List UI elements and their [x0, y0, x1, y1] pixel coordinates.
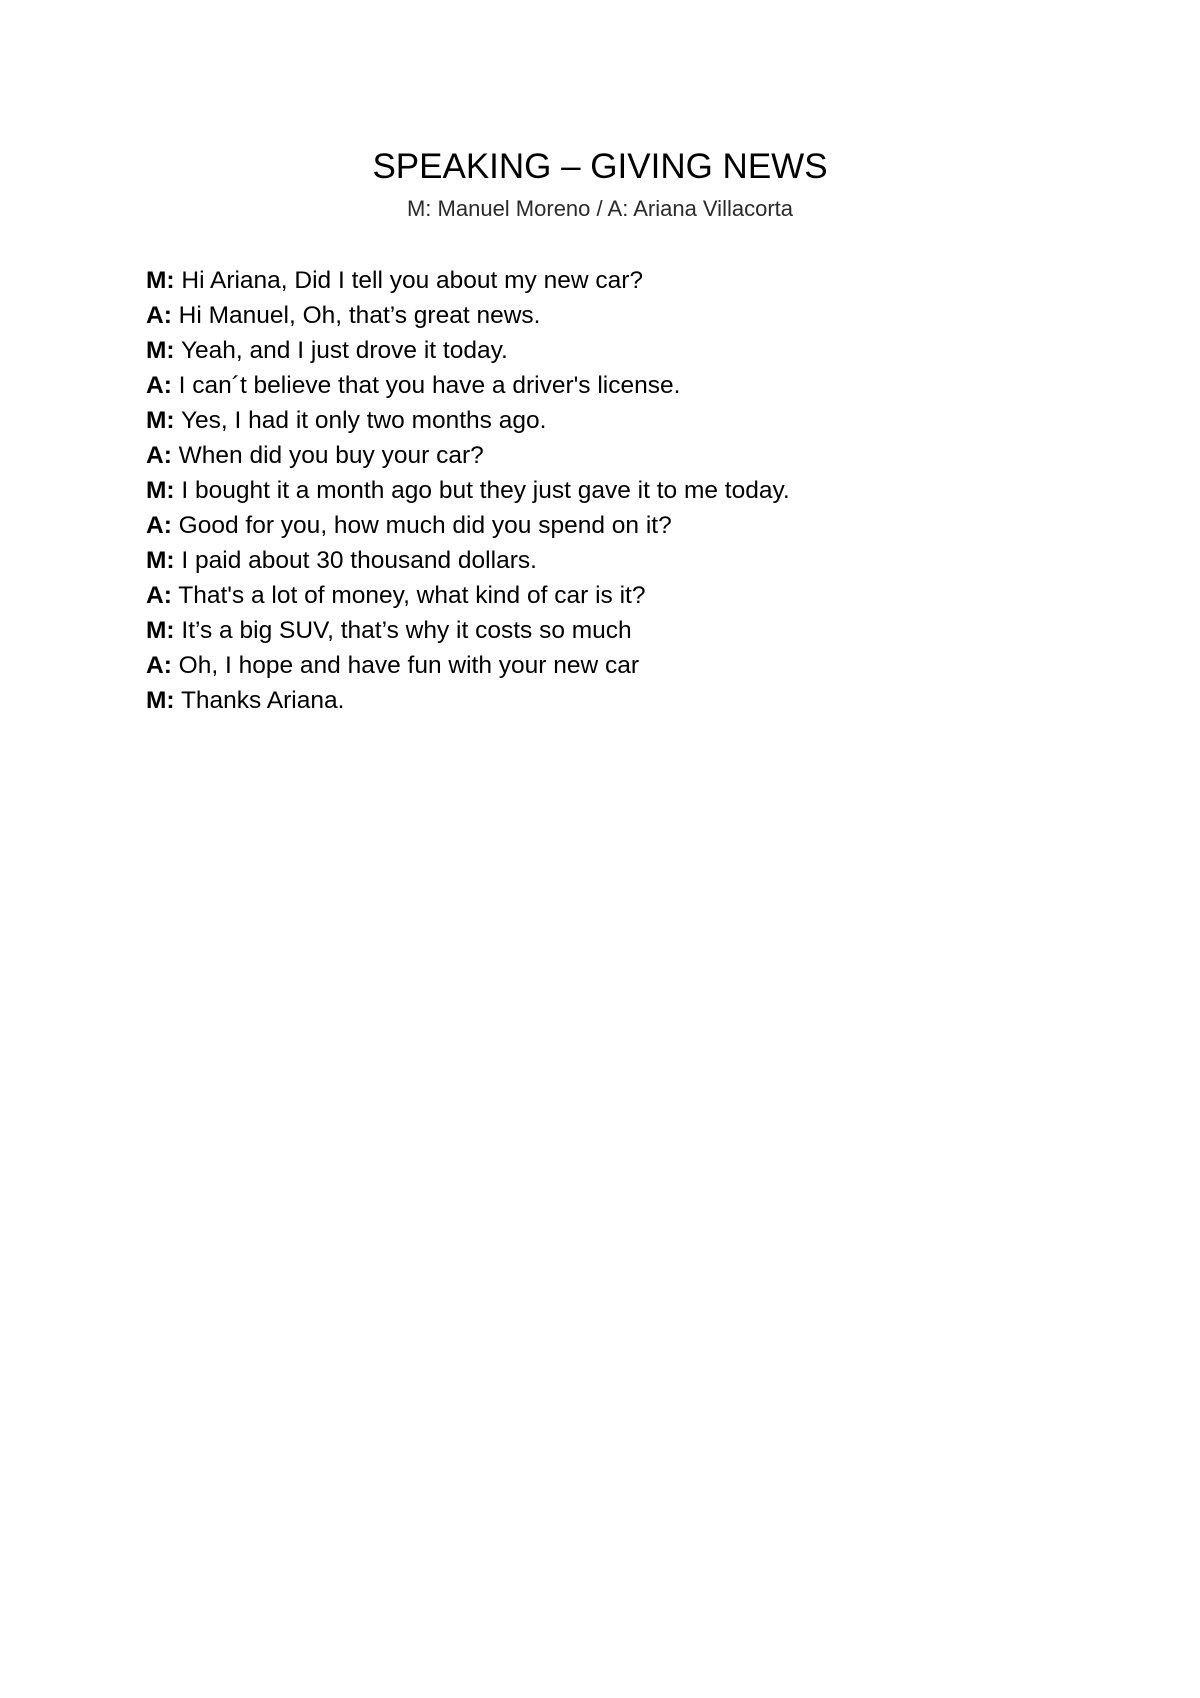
- line-text: Oh, I hope and have fun with your new car: [178, 652, 640, 679]
- dialogue-line: [146, 648, 1146, 683]
- document-subtitle: M: Manuel Moreno / A: Ariana Villacorta: [406, 196, 793, 221]
- line-text: Hi Ariana, Did I tell you about my new car?: [181, 267, 644, 294]
- dialogue-line: [146, 543, 1146, 578]
- speaker-label: A:: [146, 582, 172, 609]
- speaker-label: M:: [146, 617, 175, 644]
- dialogue-list: [146, 263, 1146, 718]
- speaker-label: M:: [146, 547, 175, 574]
- dialogue-line: [146, 578, 1146, 613]
- speaker-label: A:: [146, 372, 172, 399]
- speaker-label: M:: [146, 687, 175, 714]
- line-text: Yeah, and I just drove it today.: [180, 337, 508, 364]
- document-title: SPEAKING – GIVING NEWS: [372, 147, 828, 186]
- dialogue-line: [146, 368, 1146, 403]
- line-text: When did you buy your car?: [178, 442, 484, 469]
- speaker-label: M:: [146, 267, 175, 294]
- dialogue-line: [146, 683, 1146, 718]
- speaker-label: M:: [146, 407, 175, 434]
- dialogue-line: [146, 403, 1146, 438]
- line-text: I bought it a month ago but they just gave it to me today.: [181, 477, 790, 504]
- dialogue-line: [146, 508, 1146, 543]
- dialogue-line: [146, 298, 1146, 333]
- dialogue-line: [146, 333, 1146, 368]
- line-text: It’s a big SUV, that’s why it costs so much: [181, 617, 632, 644]
- speaker-label: M:: [146, 477, 175, 504]
- speaker-label: A:: [146, 512, 172, 539]
- line-text: Hi Manuel, Oh, that’s great news.: [178, 302, 541, 329]
- dialogue-line: [146, 473, 1146, 508]
- line-text: Yes, I had it only two months ago.: [180, 407, 547, 434]
- line-text: Good for you, how much did you spend on it?: [178, 512, 672, 539]
- dialogue-line: [146, 263, 1146, 298]
- speaker-label: M:: [146, 337, 175, 364]
- dialogue-line: [146, 438, 1146, 473]
- speaker-label: A:: [146, 652, 172, 679]
- dialogue-line: [146, 613, 1146, 648]
- line-text: I can´t believe that you have a driver's license.: [178, 372, 681, 399]
- line-text: That's a lot of money, what kind of car is it?: [178, 582, 646, 609]
- speaker-label: A:: [146, 442, 172, 469]
- line-text: I paid about 30 thousand dollars.: [181, 547, 537, 574]
- speaker-label: A:: [146, 302, 172, 329]
- line-text: Thanks Ariana.: [180, 687, 345, 714]
